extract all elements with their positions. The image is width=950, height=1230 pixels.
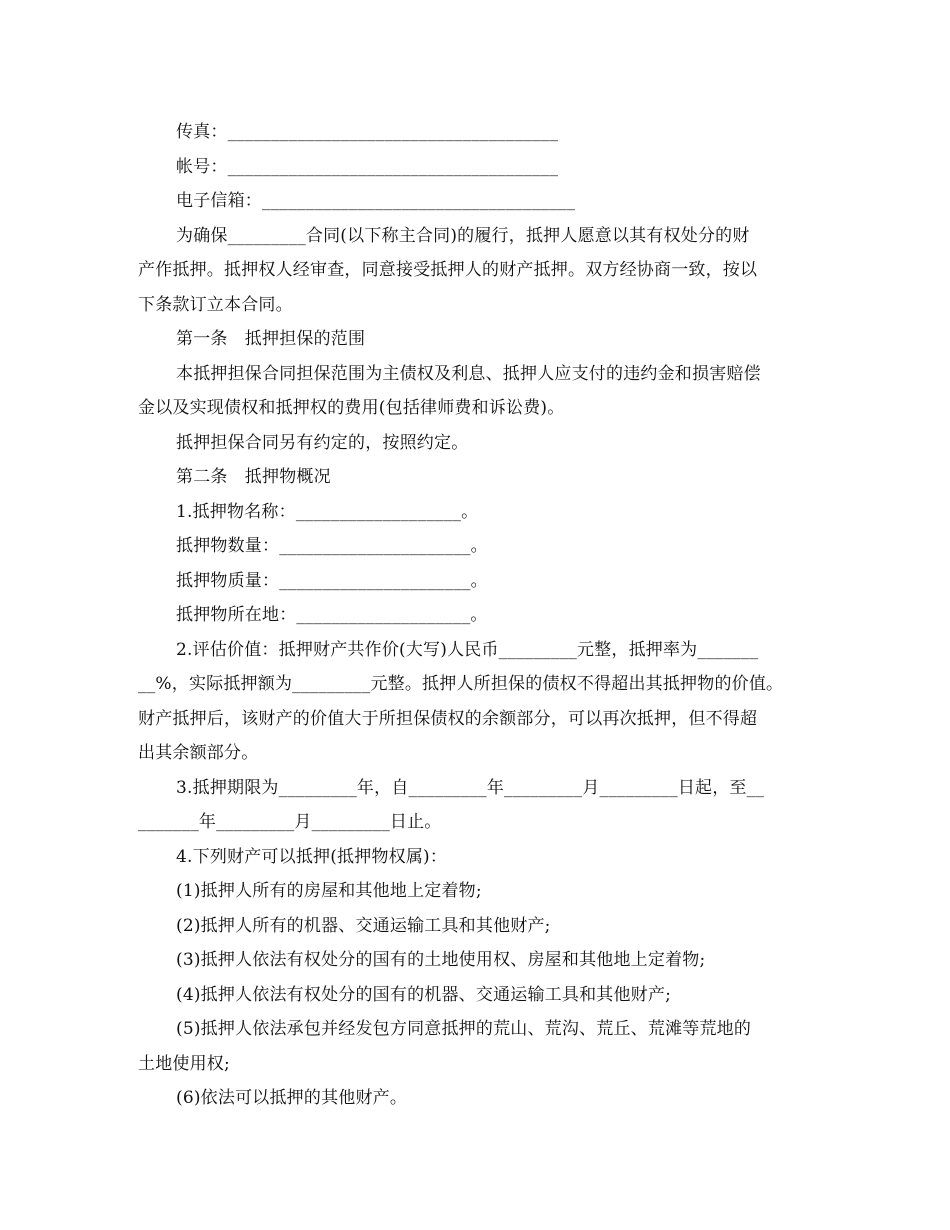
document-line: (6)依法可以抵押的其他财产。 bbox=[176, 1088, 408, 1108]
document-line: (2)抵押人所有的机器、交通运输工具和其他财产; bbox=[176, 915, 551, 936]
document-line: _______年_________月_________日止。 bbox=[138, 812, 442, 832]
document-line: 抵押担保合同另有约定的，按照约定。 bbox=[176, 432, 469, 453]
document-line: 抵押物所在地：____________________。 bbox=[176, 605, 488, 625]
document-line: 传真：______________________________________ bbox=[176, 122, 559, 142]
document-line: 产作抵押。抵押权人经审查，同意接受抵押人的财产抵押。双方经协商一致，按以 bbox=[138, 260, 758, 280]
document-line: 4.下列财产可以抵押(抵押物权属)： bbox=[176, 846, 448, 867]
document-line: __%，实际抵押额为_________元整。抵押人所担保的债权不得超出其抵押物的价值。 bbox=[138, 674, 784, 694]
document-line: 3.抵押期限为_________年，自_________年_________月_________日起，至__ bbox=[176, 777, 765, 798]
document-line: (5)抵押人依法承包并经发包方同意抵押的荒山、荒沟、荒丘、荒滩等荒地的 bbox=[176, 1019, 752, 1039]
document-line: 第二条 抵押物概况 bbox=[176, 467, 331, 487]
document-line: 土地使用权; bbox=[138, 1053, 230, 1074]
document-line: 下条款订立本合同。 bbox=[138, 294, 293, 315]
document-line: (4)抵押人依法有权处分的国有的机器、交通运输工具和其他财产; bbox=[176, 984, 672, 1005]
document-line: 2.评估价值：抵押财产共作价(大写)人民币_________元整，抵押率为_______ bbox=[176, 639, 759, 660]
document-line: 电子信箱：____________________________________ bbox=[176, 191, 576, 211]
document-line: (3)抵押人依法有权处分的国有的土地使用权、房屋和其他地上定着物; bbox=[176, 950, 706, 970]
document-line: 抵押物数量：______________________。 bbox=[176, 536, 488, 556]
document-line: 为确保_________合同(以下称主合同)的履行，抵押人愿意以其有权处分的财 bbox=[176, 225, 750, 246]
document-line: 第一条 抵押担保的范围 bbox=[176, 329, 366, 349]
document-line: 财产抵押后，该财产的价值大于所担保债权的余额部分，可以再次抵押，但不得超 bbox=[138, 708, 758, 729]
document-line: 1.抵押物名称：___________________。 bbox=[176, 501, 479, 522]
document-line: 金以及实现债权和抵押权的费用(包括律师费和诉讼费)。 bbox=[138, 398, 565, 418]
document-line: 出其余额部分。 bbox=[138, 743, 259, 763]
document-line: 抵押物质量：______________________。 bbox=[176, 570, 488, 591]
document-line: 本抵押担保合同担保范围为主债权及利息、抵押人应支付的违约金和损害赔偿 bbox=[176, 363, 761, 384]
document-line: 帐号：______________________________________ bbox=[176, 156, 559, 177]
document-line: (1)抵押人所有的房屋和其他地上定着物; bbox=[176, 881, 482, 901]
